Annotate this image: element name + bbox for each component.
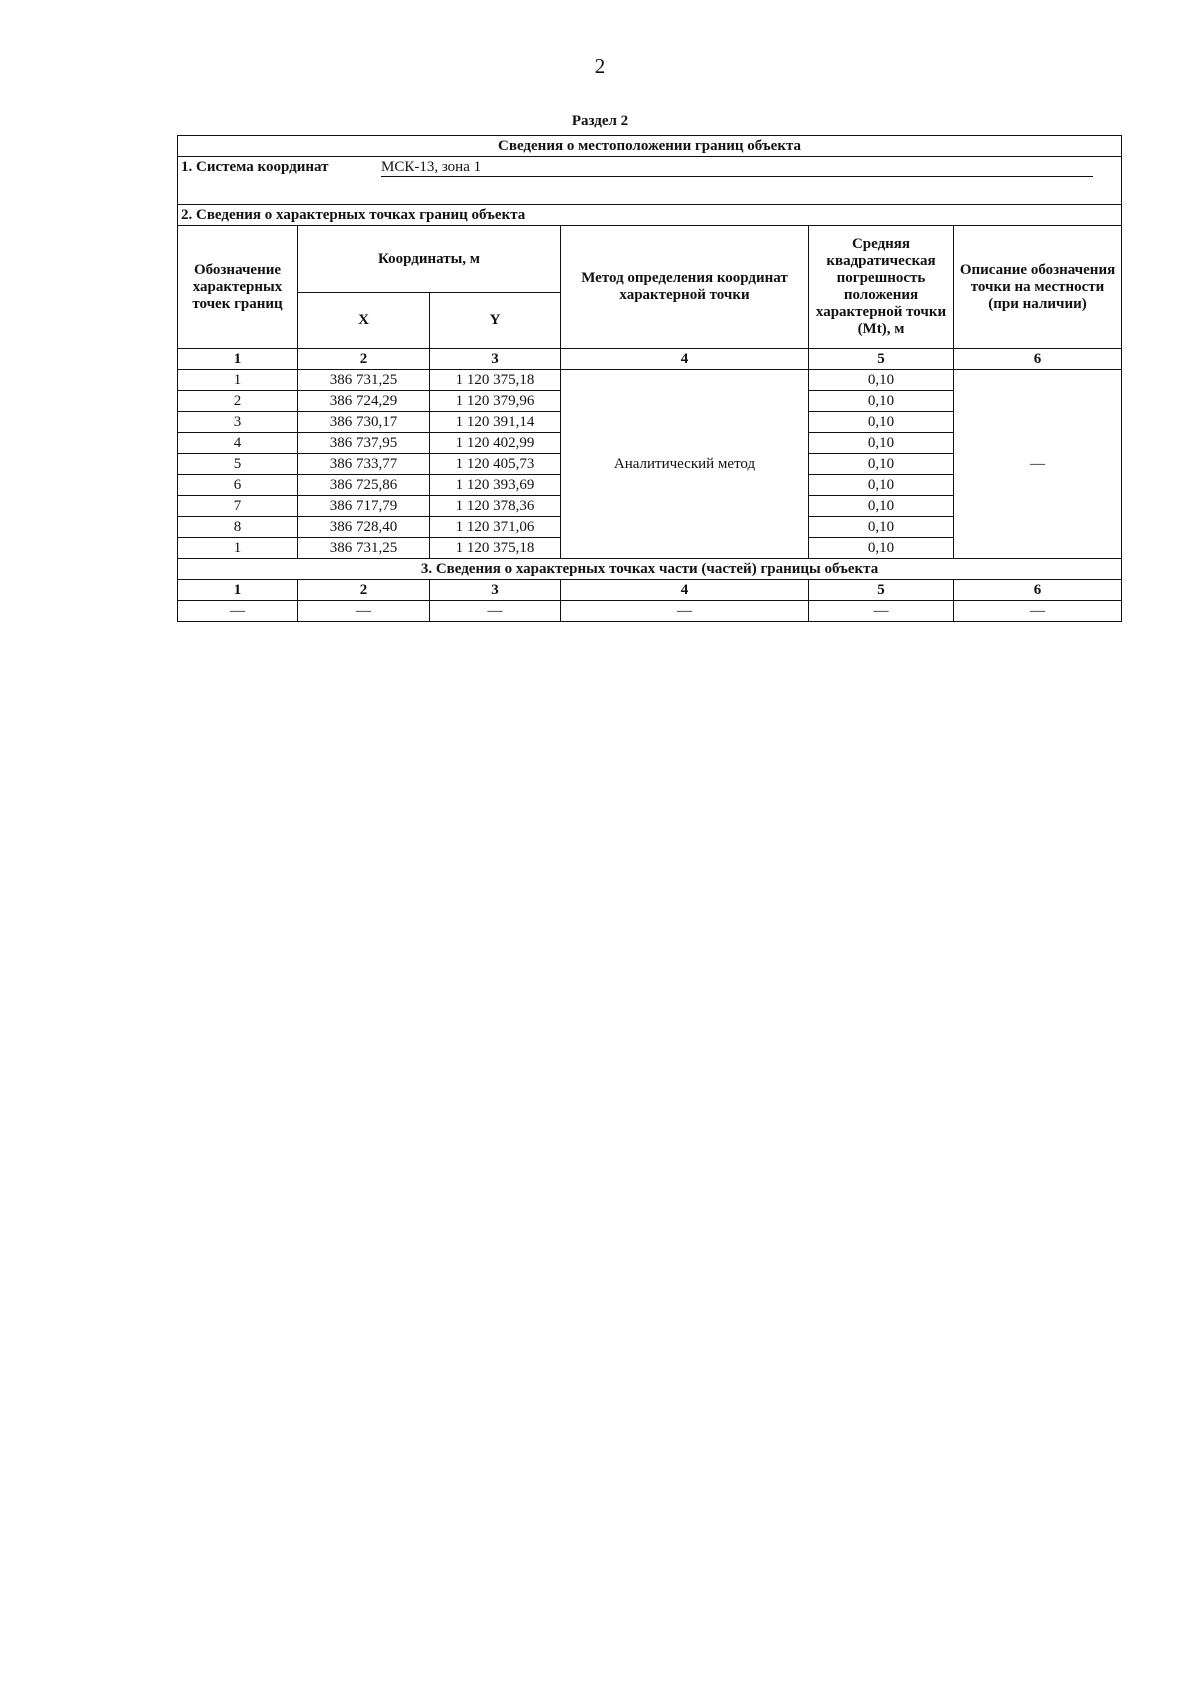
part-cell: — — [178, 601, 298, 622]
part-section-title: 3. Сведения о характерных точках части (частей) границы объекта — [178, 559, 1122, 580]
header-description: Описание обозначения точки на местности (при наличии) — [954, 226, 1122, 349]
coord-y: 1 120 405,73 — [430, 454, 561, 475]
part-cell: — — [809, 601, 954, 622]
point-designation: 2 — [178, 391, 298, 412]
coord-system-value: МСК-13, зона 1 — [381, 159, 1093, 177]
coord-y: 1 120 375,18 — [430, 538, 561, 559]
page-number: 2 — [594, 54, 606, 78]
header-y: Y — [430, 293, 561, 349]
mt-value: 0,10 — [809, 475, 954, 496]
header-x: X — [298, 293, 430, 349]
column-numbers-row — [178, 349, 1122, 370]
coord-x: 386 733,77 — [298, 454, 430, 475]
point-designation: 3 — [178, 412, 298, 433]
coord-x: 386 730,17 — [298, 412, 430, 433]
column-number: 2 — [298, 580, 430, 601]
coord-y: 1 120 391,14 — [430, 412, 561, 433]
coord-y: 1 120 378,36 — [430, 496, 561, 517]
description-cell: — — [954, 370, 1122, 559]
point-designation: 6 — [178, 475, 298, 496]
coord-y: 1 120 402,99 — [430, 433, 561, 454]
part-cell: — — [561, 601, 809, 622]
part-row — [178, 601, 1122, 622]
coord-x: 386 724,29 — [298, 391, 430, 412]
column-number: 4 — [561, 349, 809, 370]
column-number: 2 — [298, 349, 430, 370]
mt-value: 0,10 — [809, 454, 954, 475]
point-designation: 1 — [178, 538, 298, 559]
point-designation: 8 — [178, 517, 298, 538]
header-method: Метод определения координат характерной точки — [561, 226, 809, 349]
column-number: 4 — [561, 580, 809, 601]
coord-y: 1 120 371,06 — [430, 517, 561, 538]
column-number: 5 — [809, 349, 954, 370]
part-cell: — — [430, 601, 561, 622]
point-designation: 4 — [178, 433, 298, 454]
mt-value: 0,10 — [809, 412, 954, 433]
column-number: 6 — [954, 349, 1122, 370]
coord-system-label: 1. Система координат — [181, 159, 329, 175]
coord-system-row — [178, 157, 1122, 205]
coord-x: 386 717,79 — [298, 496, 430, 517]
header-error: Средняя квадратическая погрешность положения характерной точки (Mt), м — [809, 226, 954, 349]
column-number: 1 — [178, 349, 298, 370]
mt-value: 0,10 — [809, 433, 954, 454]
point-designation: 5 — [178, 454, 298, 475]
table-row — [178, 370, 1122, 391]
coord-x: 386 737,95 — [298, 433, 430, 454]
point-designation: 1 — [178, 370, 298, 391]
mt-value: 0,10 — [809, 496, 954, 517]
point-designation: 7 — [178, 496, 298, 517]
coord-x: 386 725,86 — [298, 475, 430, 496]
method-cell: Аналитический метод — [561, 370, 809, 559]
coord-y: 1 120 375,18 — [430, 370, 561, 391]
column-number: 1 — [178, 580, 298, 601]
header-coordinates: Координаты, м — [298, 226, 561, 293]
column-number: 6 — [954, 580, 1122, 601]
mt-value: 0,10 — [809, 391, 954, 412]
coord-y: 1 120 379,96 — [430, 391, 561, 412]
part-column-numbers-row — [178, 580, 1122, 601]
section-title: Раздел 2 — [571, 113, 629, 129]
table-title: Сведения о местоположении границ объекта — [178, 136, 1122, 157]
points-section-title: 2. Сведения о характерных точках границ объекта — [178, 205, 1122, 226]
coord-x: 386 731,25 — [298, 370, 430, 391]
part-cell: — — [954, 601, 1122, 622]
part-cell: — — [298, 601, 430, 622]
boundary-table — [177, 135, 1122, 622]
mt-value: 0,10 — [809, 517, 954, 538]
column-number: 3 — [430, 580, 561, 601]
coord-x: 386 731,25 — [298, 538, 430, 559]
coord-y: 1 120 393,69 — [430, 475, 561, 496]
mt-value: 0,10 — [809, 370, 954, 391]
column-number: 3 — [430, 349, 561, 370]
header-designation: Обозначение характерных точек границ — [178, 226, 298, 349]
column-number: 5 — [809, 580, 954, 601]
mt-value: 0,10 — [809, 538, 954, 559]
coord-x: 386 728,40 — [298, 517, 430, 538]
